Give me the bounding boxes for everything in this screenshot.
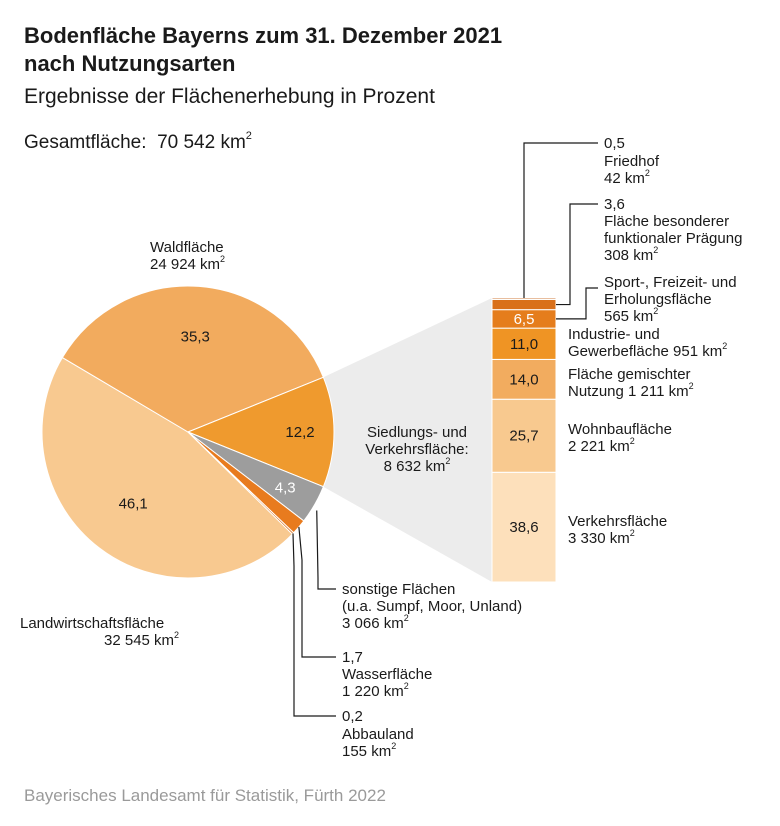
total-area-unit-sup: 2: [245, 130, 252, 142]
value-friedhof: 0,5: [604, 135, 625, 152]
label-sport-unit-sup: 2: [653, 306, 659, 316]
label-wohnbau-line-2: 2 221 $km^2$: [568, 436, 635, 455]
bar-value-wohnbau: 25,7: [509, 427, 539, 445]
label-abbauland-line-1: Abbauland: [342, 726, 414, 743]
label-landwirtschaft-area-line-1: 32 545 $km^2$: [104, 630, 180, 649]
source-note: Bayerisches Landesamt für Statistik, Fürth 2022: [24, 786, 386, 805]
leader-sonstige: [317, 510, 336, 589]
label-sonstige-line-3: 3 066 $km^2$: [342, 613, 409, 632]
label-landwirtschaft-name-line-1: Landwirtschaftsfläche: [20, 615, 165, 632]
pie-value-siedlung: 12,2: [285, 424, 315, 442]
label-sonstige-line-2: (u.a. Sumpf, Moor, Unland): [342, 598, 523, 615]
label-verkehr-line-1: Verkehrsfläche: [568, 513, 668, 530]
label-friedhof-line-2: 42 $km^2$: [604, 168, 650, 187]
label-besondere-line-1: Fläche besonderer: [604, 213, 730, 230]
label-industrie-unit-sup: 2: [722, 341, 728, 351]
label-gemischt-line-2: Nutzung 1 211 $km^2$: [568, 381, 694, 400]
pie-value-wald: 35,3: [180, 328, 210, 346]
label-wasser-unit-sup: 2: [403, 681, 409, 691]
label-friedhof-line-1: Friedhof: [604, 153, 660, 170]
leader-abbauland: [293, 533, 336, 716]
label-abbauland-line-2: 155 $km^2$: [342, 741, 397, 760]
label-abbauland-unit-sup: 2: [391, 741, 397, 751]
label-wald-unit-sup: 2: [220, 254, 226, 264]
bar-value-gemischt: 14,0: [509, 371, 539, 389]
bar-segment-friedhof: [492, 298, 556, 299]
leader-sport: [556, 288, 598, 319]
pie-value-landwirtschaft: 46,1: [118, 495, 148, 513]
label-verkehr-line-2: 3 330 $km^2$: [568, 528, 635, 547]
label-wald-line-1: Waldfläche: [150, 239, 224, 256]
label-wohnbau-line-1: Wohnbaufläche: [568, 421, 672, 438]
bar-value-verkehr: 38,6: [509, 519, 539, 537]
value-wasser: 1,7: [342, 649, 363, 666]
label-besondere-unit-sup: 2: [653, 245, 659, 255]
label-siedlung-line-1: Siedlungs- und: [366, 424, 468, 441]
total-area-label: Gesamtfläche:: [24, 132, 147, 153]
chart-title-line-1: Bodenfläche Bayerns zum 31. Dezember 2021: [24, 23, 503, 48]
label-wasser-line-2: 1 220 $km^2$: [342, 681, 409, 700]
label-industrie-line-1: Industrie- und: [568, 326, 660, 343]
bar-value-industrie: 11,0: [509, 335, 539, 353]
label-friedhof-unit-sup: 2: [644, 168, 650, 178]
label-sport-line-3: 565 $km^2$: [604, 306, 659, 325]
label-besondere-line-3: 308 $km^2$: [604, 245, 659, 264]
label-besondere-line-2: funktionaler Prägung: [604, 230, 743, 247]
label-sport-line-1: Sport-, Freizeit- und: [604, 274, 737, 291]
bar-segment-besondere: [492, 299, 556, 309]
label-sonstige-line-1: sonstige Flächen: [342, 581, 456, 598]
leader-besondere: [556, 204, 598, 305]
label-gemischt-line-1: Fläche gemischter: [568, 366, 691, 383]
label-sonstige-unit-sup: 2: [403, 613, 409, 623]
label-siedlung-line-3: 8 632 $km^2$: [383, 456, 451, 475]
label-wald-line-2: 24 924 $km^2$: [150, 254, 226, 273]
pie-value-sonstige: 4,3: [274, 479, 296, 497]
leader-friedhof: [524, 143, 598, 298]
value-besondere: 3,6: [604, 196, 625, 213]
label-wasser-line-1: Wasserfläche: [342, 666, 433, 683]
label-sport-line-2: Erholungsfläche: [604, 291, 712, 308]
label-industrie-line-2: Gewerbefläche 951 $km^2$: [568, 341, 728, 360]
label-wohnbau-unit-sup: 2: [629, 436, 635, 446]
label-verkehr-unit-sup: 2: [629, 528, 635, 538]
value-abbauland: 0,2: [342, 708, 363, 725]
bar-value-sport: 6,5: [513, 310, 535, 328]
label-landwirtschaft-area-unit-sup: 2: [174, 630, 180, 640]
label-siedlung-line-2: Verkehrsfläche:: [365, 441, 469, 458]
total-area-value: 70 542 km: [157, 132, 246, 153]
label-siedlung-unit-sup: 2: [445, 456, 451, 466]
chart-title-line-2: nach Nutzungsarten: [24, 51, 236, 76]
chart-subtitle: Ergebnisse der Flächenerhebung in Prozent: [24, 85, 435, 108]
label-gemischt-unit-sup: 2: [688, 381, 694, 391]
